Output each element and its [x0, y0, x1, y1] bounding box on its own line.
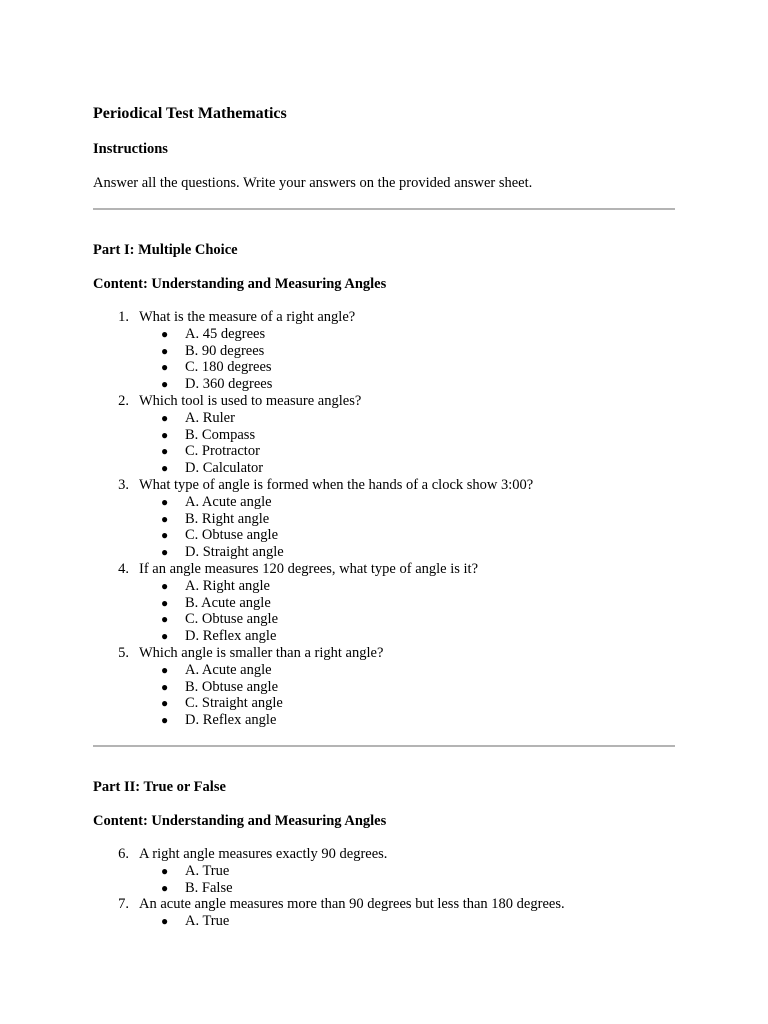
bullet-icon: ● — [161, 629, 169, 644]
answer-option: ● A. Acute angle — [161, 661, 272, 678]
bullet-icon: ● — [161, 528, 169, 543]
question-item — [93, 561, 533, 645]
option-list — [139, 662, 533, 729]
bullet-icon: ● — [161, 377, 169, 392]
bullet-icon: ● — [161, 578, 169, 593]
option-list — [139, 494, 533, 561]
question-text: Which tool is used to measure angles? — [139, 392, 362, 409]
question-item — [93, 896, 565, 930]
answer-option: ● D. Reflex angle — [161, 628, 277, 645]
answer-option: ● C. Obtuse angle — [161, 527, 279, 544]
part2-heading: Part II: True or False — [93, 779, 226, 795]
bullet-icon: ● — [161, 427, 169, 442]
section-divider — [93, 745, 675, 747]
bullet-icon: ● — [161, 326, 169, 341]
bullet-icon: ● — [161, 612, 169, 627]
bullet-icon: ● — [161, 360, 169, 375]
answer-option: ● D. Calculator — [161, 460, 264, 477]
answer-option: ● A. Ruler — [161, 409, 235, 426]
bullet-icon: ● — [161, 410, 169, 425]
answer-option: ● A. Acute angle — [161, 493, 272, 510]
bullet-icon: ● — [161, 444, 169, 459]
question-number: 1. — [118, 309, 129, 325]
option-list — [139, 326, 533, 393]
bullet-icon: ● — [161, 662, 169, 677]
bullet-icon: ● — [161, 696, 169, 711]
answer-option: ● A. True — [161, 862, 230, 879]
question-item — [93, 393, 533, 477]
part2-question-list — [93, 846, 565, 930]
part1-content-label: Content: Understanding and Measuring Angles — [93, 276, 387, 292]
document-title: Periodical Test Mathematics — [93, 105, 287, 122]
option-list — [139, 578, 533, 645]
answer-option: ● A. 45 degrees — [161, 325, 266, 342]
question-number: 6. — [118, 846, 129, 862]
question-text: If an angle measures 120 degrees, what type of angle is it? — [139, 560, 479, 577]
question-number: 7. — [118, 896, 129, 913]
answer-option: ● A. True — [161, 913, 230, 930]
answer-option: ● C. Straight angle — [161, 695, 283, 712]
question-text: What is the measure of a right angle? — [139, 309, 356, 325]
question-text: A right angle measures exactly 90 degrees. — [139, 846, 388, 862]
instructions-text: Answer all the questions. Write your answers on the provided answer sheet. — [93, 175, 533, 191]
answer-option: ● B. 90 degrees — [161, 342, 265, 359]
question-item — [93, 645, 533, 729]
bullet-icon: ● — [161, 494, 169, 509]
question-number: 5. — [118, 644, 129, 661]
bullet-icon: ● — [161, 461, 169, 476]
question-text: An acute angle measures more than 90 degrees but less than 180 degrees. — [139, 896, 565, 913]
answer-option: ● D. Straight angle — [161, 544, 284, 561]
bullet-icon: ● — [161, 713, 169, 728]
bullet-icon: ● — [161, 863, 169, 878]
question-item — [93, 846, 565, 896]
bullet-icon: ● — [161, 914, 169, 929]
bullet-icon: ● — [161, 511, 169, 526]
answer-option: ● B. Compass — [161, 426, 256, 443]
part1-question-list — [93, 309, 533, 729]
part2-content-label: Content: Understanding and Measuring Angles — [93, 813, 387, 829]
section-divider — [93, 208, 675, 210]
instructions-heading: Instructions — [93, 141, 168, 157]
answer-option: ● C. Protractor — [161, 443, 260, 460]
answer-option: ● B. Right angle — [161, 510, 270, 527]
part1-heading: Part I: Multiple Choice — [93, 242, 238, 258]
question-number: 4. — [118, 560, 129, 577]
answer-option: ● B. Acute angle — [161, 594, 271, 611]
bullet-icon: ● — [161, 545, 169, 560]
option-list — [139, 863, 565, 897]
option-list — [139, 410, 533, 477]
bullet-icon: ● — [161, 595, 169, 610]
answer-option: ● C. 180 degrees — [161, 359, 272, 376]
bullet-icon: ● — [161, 679, 169, 694]
question-text: What type of angle is formed when the hands of a clock show 3:00? — [139, 476, 534, 493]
question-item — [93, 309, 533, 393]
question-item — [93, 477, 533, 561]
answer-option: ● C. Obtuse angle — [161, 611, 279, 628]
bullet-icon: ● — [161, 880, 169, 895]
answer-option: ● D. 360 degrees — [161, 376, 273, 393]
answer-option: ● B. Obtuse angle — [161, 678, 279, 695]
question-number: 2. — [118, 392, 129, 409]
bullet-icon: ● — [161, 343, 169, 358]
option-list — [139, 913, 565, 930]
answer-option: ● B. False — [161, 879, 233, 896]
answer-option: ● A. Right angle — [161, 577, 270, 594]
answer-option: ● D. Reflex angle — [161, 712, 277, 729]
question-text: Which angle is smaller than a right angle? — [139, 644, 384, 661]
question-number: 3. — [118, 476, 129, 493]
